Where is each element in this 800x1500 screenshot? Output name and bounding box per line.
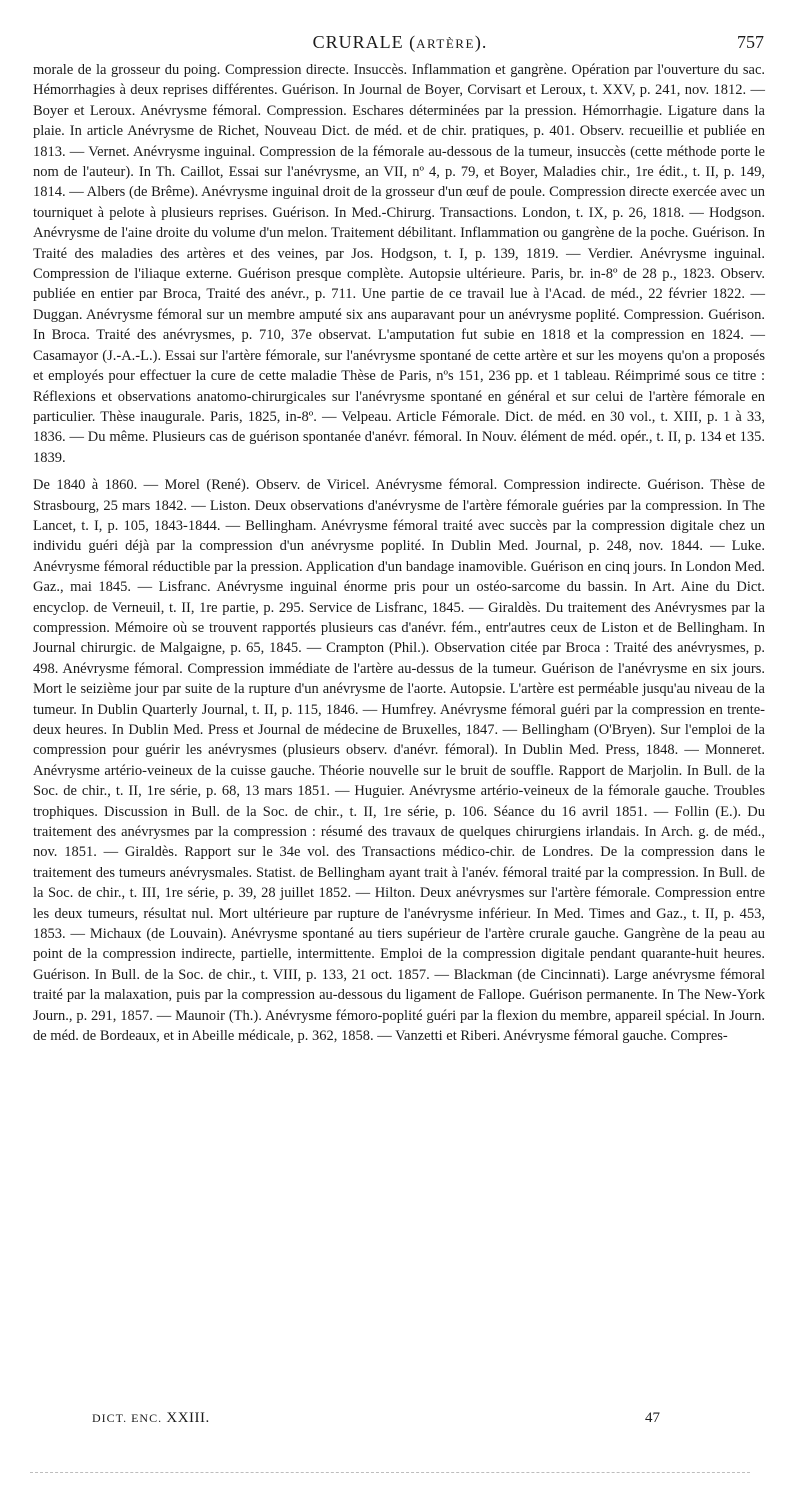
page-footer — [30, 1410, 770, 1432]
article-body — [33, 60, 765, 1047]
page-number: 757 — [737, 32, 764, 52]
running-title — [30, 32, 770, 53]
running-title-end: ). — [474, 32, 488, 52]
signature-dict-enc: DICT. ENC. — [92, 1411, 163, 1425]
running-title-small-caps: ARTÈRE — [416, 36, 475, 51]
paragraph-early-references: morale de la grosseur du poing. Compression directe. Insuccès. Inflammation et gangrène. Opération par l'ouverture du sac. Hémorrhagies à deux reprises différentes. Guérison. In Journal de Boyer, Corvisart et Leroux, t. XXV, p. 241, nov. 1812. — Boyer et Leroux. Anévrysme fémoral. Compression. Eschares déterminées par la pression. Hémorrhagie. Ligature dans la plaie. In article Anévrysme de Richet, Nouveau Dict. de méd. et de chir. pratiques, p. 401. Observ. recueillie et publiée en 1813. — Vernet. Anévrysme inguinal. Compression de la fémorale au-dessous de la tumeur, insuccès (cette méthode porte le nom de l'auteur). In Th. Caillot, Essai sur l'anévrysme, an VII, nº 4, p. 79, et Boyer, Maladies chir., 1re édit., t. II, p. 149, 1814. — Albers (de Brême). Anévrysme inguinal droit de la grosseur d'un œuf de poule. Compression directe exercée avec un tourniquet à pelote à plusieurs reprises. Guérison. In Med.-Chirurg. Transactions. London, t. IX, p. 26, 1818. — Hodgson. Anévrysme de l'aine droite du volume d'un melon. Traitement débilitant. Inflammation ou gangrène de la poche. Guérison. In Traité des maladies des artères et des veines, par Jos. Hodgson, t. I, p. 139, 1819. — Verdier. Anévrysme inguinal. Compression de l'iliaque externe. Guérison presque complète. Autopsie ultérieure. Paris, br. in-8º de 28 p., 1823. Observ. publiée en entier par Broca, Traité des anévr., p. 711. Une partie de ce travail lue à l'Acad. de méd., 22 février 1822. — Duggan. Anévrysme fémoral sur un membre amputé six ans auparavant pour un anévrysme poplité. Compression. Guérison. In Broca. Traité des anévrysmes, p. 710, 37e observat. L'amputation fut subie en 1818 et la compression en 1824. — Casamayor (J.-A.-L.). Essai sur l'artère fémorale, sur l'anévrysme spontané de cette artère et sur les moyens qu'on a proposés et employés pour effectuer la cure de cette maladie Thèse de Paris, nºs 151, 236 pp. et 1 tableau. Réimprimé sous ce titre : Réflexions et observations anatomo-chirurgicales sur l'anévrysme spontané en général et sur celui de l'artère fémorale en particulier. Thèse inaugurale. Paris, 1825, in-8º. — Velpeau. Article Fémorale. Dict. de méd. en 30 vol., t. XIII, p. 1 à 33, 1836. — Du même. Plusieurs cas de guérison spontanée d'anévr. fémoral. In Nouv. élément de méd. opér., t. II, p. 134 et 135. 1839. — [33, 62, 765, 466]
paragraph-1840-1860-references: De 1840 à 1860. — Morel (René). Observ. de Viricel. Anévrysme fémoral. Compression indirecte. Guérison. Thèse de Strasbourg, 25 mars 1842. — Liston. Deux observations d'anévrysme de l'artère fémorale guéries par la compression. In The Lancet, t. I, p. 105, 1843-1844. — Bellingham. Anévrysme fémoral traité avec succès par la compression digitale chez un individu guéri déjà par la compression d'un anévrysme poplité. In Dublin Med. Journal, p. 248, nov. 1844. — Luke. Anévrysme fémoral réductible par la pression. Application d'un bandage inamovible. Guérison en cinq jours. In London Med. Gaz., mai 1845. — Lisfranc. Anévrysme inguinal énorme pris pour un ostéo-sarcome du bassin. In Art. Aine du Dict. encyclop. de Verneuil, t. II, 1re partie, p. 295. Service de Lisfranc, 1845. — Giraldès. Du traitement des Anévrysmes par la compression. Mémoire où se trouvent rapportés plusieurs cas d'anévr. fém., entr'autres ceux de Liston et de Bellingham. In Journal chirurgic. de Malgaigne, p. 65, 1845. — Crampton (Phil.). Observation citée par Broca : Traité des anévrysmes, p. 498. Anévrysme fémoral. Compression immédiate de l'artère au-dessus de la tumeur. Guérison de l'anévrysme en six jours. Mort le seizième jour par suite de la rupture d'un anévrysme de l'aorte. Autopsie. L'artère est perméable jusqu'au niveau de la tumeur. In Dublin Quarterly Journal, t. II, p. 115, 1846. — Humfrey. Anévrysme fémoral guéri par la compression en trente-deux heures. In Dublin Med. Press et Journal de médecine de Bruxelles, 1847. — Bellingham (O'Bryen). Sur l'emploi de la compression pour guérir les anévrysmes (plusieurs observ. d'anévr. fémoral). In Dublin Med. Press, 1848. — Monneret. Anévrysme artério-veineux de la cuisse gauche. Théorie nouvelle sur le bruit de souffle. Rapport de Marjolin. In Bull. de la Soc. de chir., t. II, 1re série, p. 68, 13 mars 1851. — Huguier. Anévrysme artério-veineux de la fémorale gauche. Troubles trophiques. Discussion in Bull. de la Soc. de chir., t. II, 1re série, p. 106. Séance du 16 avril 1851. — Follin (E.). Du traitement des anévrysmes par la compression : résumé des travaux de quelques chirurgiens irlandais. In Arch. g. de méd., nov. 1851. — Giraldès. Rapport sur le 34e vol. des Transactions médico-chir. de Londres. De la compression dans le traitement des tumeurs anévrysmales. Statist. de Bellingham ayant trait à l'anév. fémoral traité par la compression. In Bull. de la Soc. de chir., t. III, 1re série, p. 39, 28 juillet 1852. — Hilton. Deux anévrysmes sur l'artère fémorale. Compression entre les deux tumeurs, résultat nul. Mort ultérieure par rupture de l'anévrysme inférieur. In Med. Times and Gaz., t. II, p. 453, 1853. — Michaux (de Louvain). Anévrysme spontané au tiers supérieur de l'artère crurale gauche. Gangrène de la peau au point de la compression indirecte, partielle, intermittente. Emploi de la compression digitale pendant quarante-huit heures. Guérison. In Bull. de la Soc. de chir., t. VIII, p. 133, 21 oct. 1857. — Blackman (de Cincinnati). Large anévrysme fémoral traité par la malaxation, puis par la compression au-dessous du ligament de Fallope. Guérison permanente. In The New-York Journ., p. 291, 1857. — Maunoir (Th.). Anévrysme fémoro-poplité guéri par la flexion du membre, appareil spécial. In Journ. de méd. de Bordeaux, et in Abeille médicale, p. 362, 1858. — Vanzetti et Riberi. Anévrysme fémoral gauche. Compres- — [33, 477, 765, 1045]
page-header — [30, 32, 770, 56]
running-title-main: CRURALE ( — [312, 32, 417, 52]
signature-mark — [92, 1410, 210, 1427]
signature-number: 47 — [645, 1410, 660, 1426]
bottom-rule — [30, 1472, 750, 1473]
signature-volume: XXIII. — [166, 1410, 210, 1426]
